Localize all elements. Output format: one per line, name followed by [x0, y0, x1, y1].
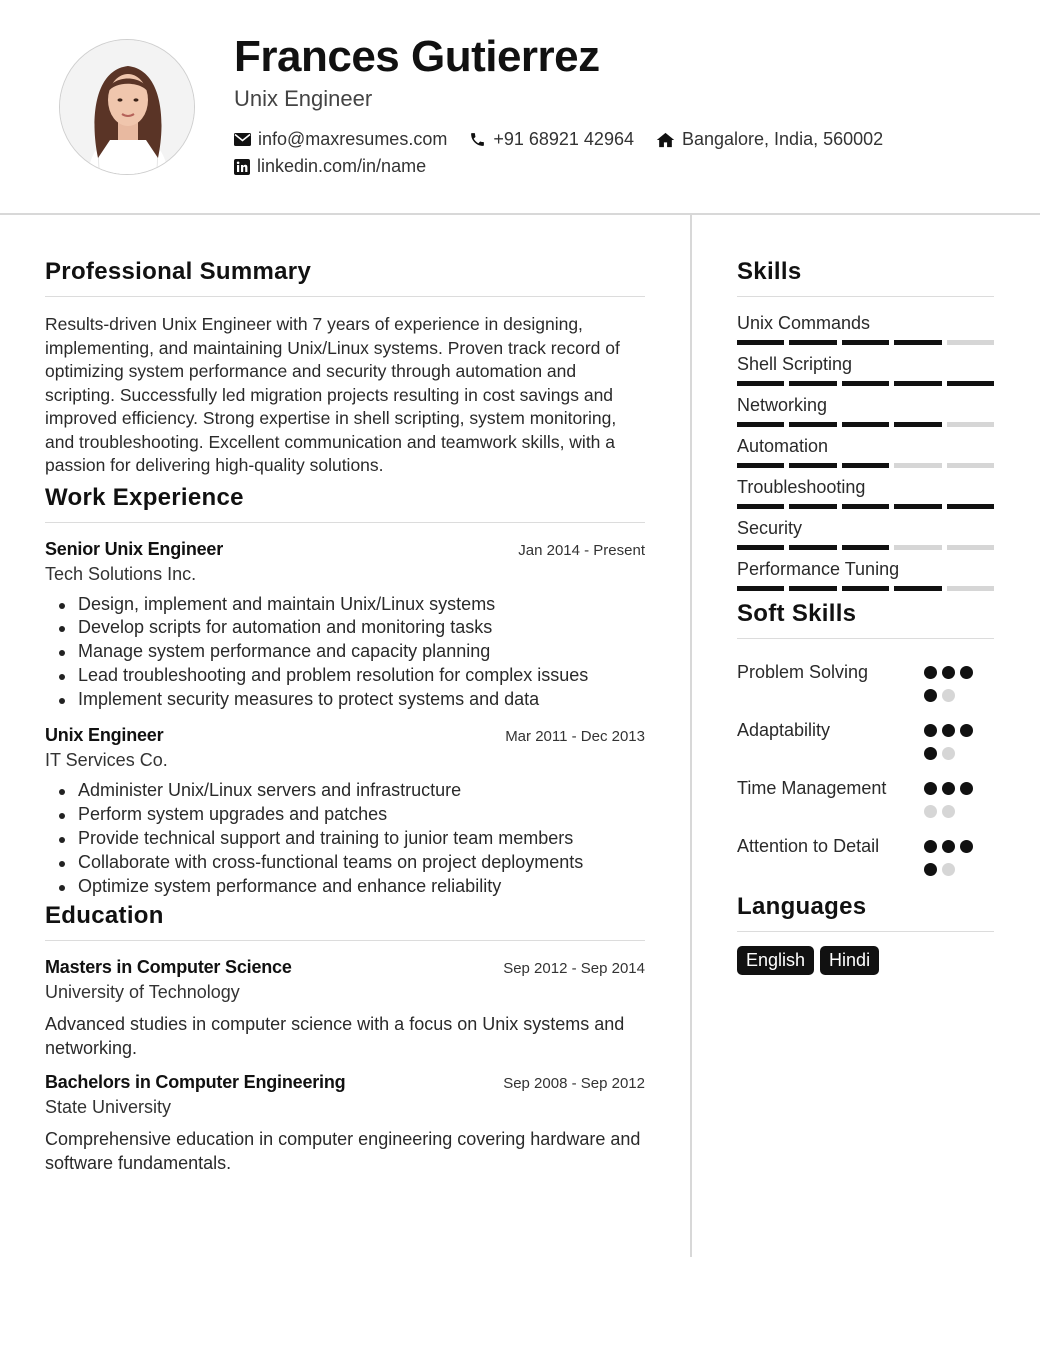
skill-item [737, 518, 994, 550]
skill-level-segment [789, 340, 836, 345]
languages-heading: Languages [737, 893, 994, 932]
skill-item [737, 395, 994, 427]
education-description: Advanced studies in computer science with a focus on Unix systems and networking. [45, 1014, 625, 1058]
bullet-item: Implement security measures to protect systems and data [45, 688, 645, 712]
skill-level-segment [842, 381, 889, 386]
skill-level-segment [789, 381, 836, 386]
skill-name: Unix Commands [737, 313, 871, 333]
skill-level-segment [894, 463, 941, 468]
linkedin-text: linkedin.com/in/name [257, 156, 427, 176]
job-date: Mar 2011 - Dec 2013 [505, 728, 645, 746]
linkedin-icon [234, 159, 250, 175]
soft-skill-rating [924, 666, 994, 712]
skill-level-segment [894, 504, 941, 509]
skill-level-segment [737, 422, 784, 427]
skill-level-bar [737, 340, 994, 345]
skill-level-segment [737, 381, 784, 386]
skill-level-segment [737, 545, 784, 550]
experience-heading: Work Experience [45, 484, 645, 523]
soft-skill-name: Attention to Detail [737, 836, 880, 856]
language-badge: Hindi [820, 946, 879, 975]
job-bullets [45, 779, 645, 898]
soft-skill-item [737, 661, 994, 712]
skill-item [737, 559, 994, 591]
candidate-name: Frances Gutierrez [234, 32, 600, 81]
contact-linkedin[interactable] [234, 156, 426, 177]
school-name: University of Technology [45, 982, 240, 1003]
education-date: Sep 2008 - Sep 2012 [503, 1075, 645, 1093]
summary-text: Results-driven Unix Engineer with 7 years of experience in designing, implementing, and maintaining Unix/Linux systems. Proven track record of optimizing system performance and security through automation and scripting. Successfully led migration projects resulting in cost savings and improved efficiency. Strong expertise in shell scripting, system monitoring, and troubleshooting. Excellent communication and teamwork skills, with a passion for delivering high-quality solutions. [45, 314, 620, 475]
soft-skill-item [737, 777, 994, 828]
soft-skills-heading: Soft Skills [737, 600, 994, 639]
skill-name: Networking [737, 395, 828, 415]
skill-level-bar [737, 545, 994, 550]
skill-level-segment [947, 422, 994, 427]
skill-level-segment [737, 340, 784, 345]
education-date: Sep 2012 - Sep 2014 [503, 960, 645, 978]
rating-dot [942, 747, 955, 760]
skill-level-segment [789, 586, 836, 591]
bullet-item: Design, implement and maintain Unix/Linux systems [45, 593, 645, 617]
skill-level-bar [737, 422, 994, 427]
bullet-item: Lead troubleshooting and problem resolution for complex issues [45, 664, 645, 688]
skill-level-segment [842, 504, 889, 509]
job-company: IT Services Co. [45, 750, 168, 771]
soft-skill-item [737, 719, 994, 770]
soft-skill-name: Time Management [737, 778, 887, 798]
rating-dot [924, 863, 937, 876]
skill-level-bar [737, 381, 994, 386]
soft-skill-name: Problem Solving [737, 662, 869, 682]
language-badge: English [737, 946, 814, 975]
skill-item [737, 477, 994, 509]
skill-name: Shell Scripting [737, 354, 853, 374]
skill-name: Automation [737, 436, 829, 456]
skill-item [737, 313, 994, 345]
skill-level-segment [947, 586, 994, 591]
skill-level-segment [894, 422, 941, 427]
sidebar-column [737, 258, 994, 975]
degree-title: Masters in Computer Science [45, 957, 292, 978]
rating-dot [960, 724, 973, 737]
bullet-item: Manage system performance and capacity planning [45, 640, 645, 664]
soft-skill-rating [924, 724, 994, 770]
skill-level-segment [737, 586, 784, 591]
rating-dot [960, 840, 973, 853]
job-entry [45, 725, 645, 898]
soft-skill-name: Adaptability [737, 720, 831, 740]
soft-skill-item [737, 835, 994, 886]
email-text: info@maxresumes.com [258, 129, 448, 149]
soft-skill-rating [924, 782, 994, 828]
rating-dot [924, 666, 937, 679]
education-description: Comprehensive education in computer engineering covering hardware and software fundamentals. [45, 1129, 641, 1173]
skill-level-segment [894, 340, 941, 345]
skill-item [737, 436, 994, 468]
skill-name: Troubleshooting [737, 477, 866, 497]
summary-heading: Professional Summary [45, 258, 645, 297]
job-company: Tech Solutions Inc. [45, 563, 197, 584]
rating-dot [960, 666, 973, 679]
candidate-title: Unix Engineer [234, 86, 373, 111]
skill-level-bar [737, 463, 994, 468]
school-name: State University [45, 1097, 172, 1118]
contact-row-1 [234, 129, 905, 150]
skills-list [737, 313, 994, 591]
skill-level-segment [789, 422, 836, 427]
rating-dot [924, 747, 937, 760]
education-heading: Education [45, 902, 645, 941]
bullet-item: Administer Unix/Linux servers and infrastructure [45, 779, 645, 803]
skill-item [737, 354, 994, 386]
rating-dot [924, 805, 937, 818]
job-entry [45, 539, 645, 712]
skill-level-segment [789, 504, 836, 509]
skill-level-segment [842, 422, 889, 427]
job-title: Senior Unix Engineer [45, 538, 224, 559]
rating-dot [942, 689, 955, 702]
skill-level-segment [947, 381, 994, 386]
phone-text: +91 68921 42964 [493, 129, 634, 149]
skill-level-segment [842, 340, 889, 345]
bullet-item: Collaborate with cross-functional teams on project deployments [45, 851, 645, 875]
bullet-item: Develop scripts for automation and monitoring tasks [45, 616, 645, 640]
phone-icon [469, 131, 486, 148]
soft-skills-list [737, 661, 994, 886]
main-column [45, 258, 645, 1187]
rating-dot [942, 840, 955, 853]
contact-email[interactable] [234, 129, 447, 150]
job-bullets [45, 593, 645, 712]
rating-dot [942, 782, 955, 795]
soft-skill-rating [924, 840, 994, 886]
skill-level-bar [737, 504, 994, 509]
skill-level-segment [789, 545, 836, 550]
profile-photo [59, 39, 195, 175]
bullet-item: Optimize system performance and enhance reliability [45, 875, 645, 899]
degree-title: Bachelors in Computer Engineering [45, 1072, 346, 1093]
skill-level-segment [947, 340, 994, 345]
rating-dot [942, 724, 955, 737]
skill-level-segment [947, 463, 994, 468]
rating-dot [924, 782, 937, 795]
rating-dot [960, 782, 973, 795]
profile-photo-illustration [60, 40, 195, 175]
skill-level-segment [737, 463, 784, 468]
contact-row-2 [234, 156, 448, 177]
education-entry [45, 957, 645, 1060]
contact-phone[interactable] [469, 129, 634, 150]
rating-dot [942, 666, 955, 679]
skill-level-segment [789, 463, 836, 468]
home-icon [656, 132, 675, 148]
languages-list [737, 946, 994, 975]
resume-header [0, 0, 1040, 215]
envelope-icon [234, 133, 251, 146]
skill-level-segment [947, 504, 994, 509]
rating-dot [942, 805, 955, 818]
rating-dot [924, 840, 937, 853]
skill-level-segment [842, 586, 889, 591]
skill-name: Performance Tuning [737, 559, 900, 579]
rating-dot [924, 689, 937, 702]
bullet-item: Perform system upgrades and patches [45, 803, 645, 827]
skill-level-segment [894, 545, 941, 550]
rating-dot [924, 724, 937, 737]
skill-name: Security [737, 518, 803, 538]
education-entry [45, 1072, 645, 1175]
column-divider [690, 215, 692, 1257]
skill-level-segment [894, 381, 941, 386]
skill-level-segment [737, 504, 784, 509]
skill-level-segment [894, 586, 941, 591]
skill-level-bar [737, 586, 994, 591]
job-date: Jan 2014 - Present [518, 541, 645, 559]
skills-heading: Skills [737, 258, 994, 297]
skill-level-segment [842, 545, 889, 550]
skill-level-segment [842, 463, 889, 468]
contact-address [656, 129, 883, 150]
bullet-item: Provide technical support and training to junior team members [45, 827, 645, 851]
skill-level-segment [947, 545, 994, 550]
job-title: Unix Engineer [45, 725, 164, 746]
rating-dot [942, 863, 955, 876]
address-text: Bangalore, India, 560002 [681, 129, 884, 149]
